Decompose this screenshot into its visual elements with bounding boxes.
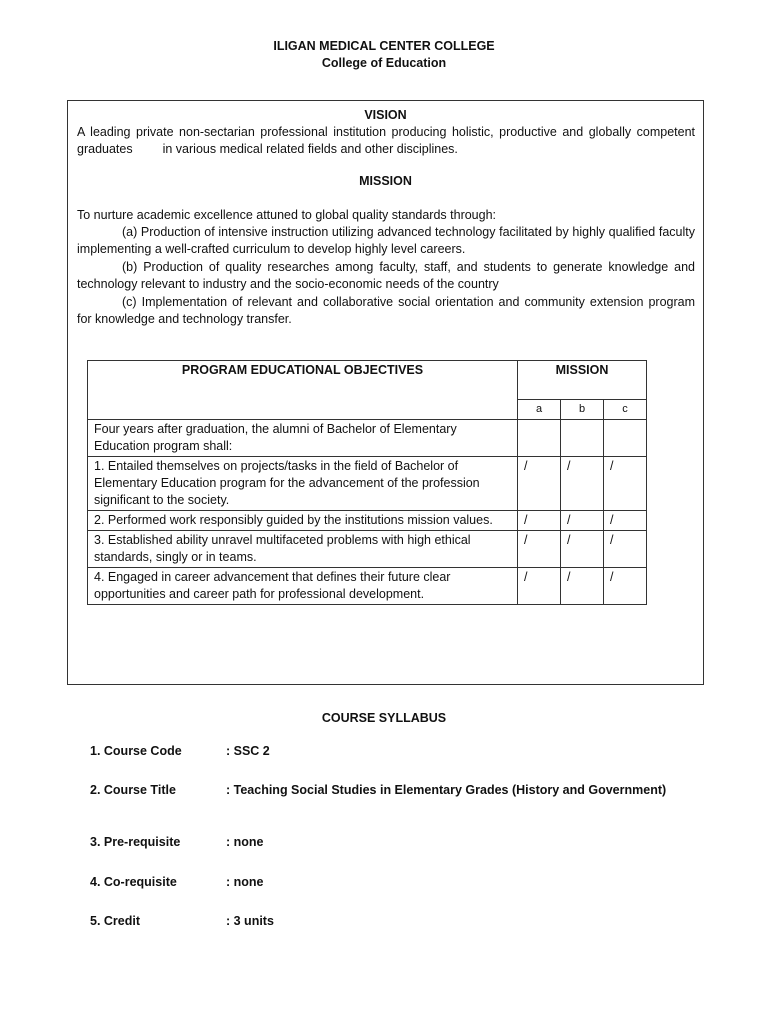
syllabus-title: COURSE SYLLABUS <box>321 711 447 725</box>
course-title-label: 2. Course Title <box>90 783 176 797</box>
table-row <box>88 457 647 511</box>
peo-objective: 2. Performed work responsibly guided by the institutions mission values. <box>88 511 518 531</box>
mission-col-c: c <box>604 400 647 420</box>
mark-b: / <box>561 457 604 511</box>
table-row <box>88 568 647 605</box>
mark-b: / <box>561 531 604 568</box>
table-row <box>88 531 647 568</box>
peo-header-objectives: PROGRAM EDUCATIONAL OBJECTIVES <box>88 361 518 420</box>
vision-text-part2: in various medical related fields and other disciplines. <box>162 142 458 156</box>
peo-objective: 4. Engaged in career advancement that defines their future clear opportunities and career path for professional development. <box>88 568 518 605</box>
peo-objective: 3. Established ability unravel multifaceted problems with high ethical standards, singly or in teams. <box>88 531 518 568</box>
mark-c: / <box>604 531 647 568</box>
peo-table <box>87 360 647 605</box>
mission-item-b: (b) Production of quality researches among faculty, staff, and students to generate knowledge and technology relevant to industry and the socio-economic needs of the country <box>77 260 695 291</box>
mark-a: / <box>518 511 561 531</box>
vision-title: VISION <box>364 108 407 122</box>
credit-value: : 3 units <box>226 914 274 928</box>
mark-c: / <box>604 457 647 511</box>
peo-intro-row <box>88 420 647 457</box>
institution-name: ILIGAN MEDICAL CENTER COLLEGE <box>273 39 495 53</box>
mission-title: MISSION <box>359 174 412 188</box>
mission-col-a: a <box>518 400 561 420</box>
corequisite-value: : none <box>226 875 264 889</box>
prerequisite-label: 3. Pre-requisite <box>90 835 181 849</box>
peo-header-mission: MISSION <box>518 361 647 400</box>
mission-item-c: (c) Implementation of relevant and collaborative social orientation and community extension program for knowledge and technology transfer. <box>77 295 695 326</box>
mark-c: / <box>604 511 647 531</box>
course-code-label: 1. Course Code <box>90 744 182 758</box>
mark-b: / <box>561 511 604 531</box>
corequisite-label: 4. Co-requisite <box>90 875 177 889</box>
peo-objective: 1. Entailed themselves on projects/tasks in the field of Bachelor of Elementary Education program for the advancement of the profession significant to the society. <box>88 457 518 511</box>
mission-intro: To nurture academic excellence attuned to global quality standards through: <box>77 208 497 222</box>
mark-a: / <box>518 531 561 568</box>
peo-intro-text: Four years after graduation, the alumni of Bachelor of Elementary Education program shall: <box>88 420 518 457</box>
prerequisite-value: : none <box>226 835 264 849</box>
course-code-value: : SSC 2 <box>226 744 270 758</box>
mark-a: / <box>518 457 561 511</box>
mission-item-a: (a) Production of intensive instruction utilizing advanced technology facilitated by highly qualified faculty implementing a well-crafted curriculum to develop highly level careers. <box>77 225 695 256</box>
table-row <box>88 511 647 531</box>
mark-a: / <box>518 568 561 605</box>
document-header <box>0 38 768 72</box>
peo-header-row <box>88 361 647 400</box>
college-name: College of Education <box>321 56 447 70</box>
credit-label: 5. Credit <box>90 914 141 928</box>
mission-items <box>77 224 695 329</box>
vision-mission-box <box>67 100 704 685</box>
vision-text <box>77 124 695 158</box>
mark-b: / <box>561 568 604 605</box>
course-title-value: : Teaching Social Studies in Elementary Grades (History and Government) <box>226 783 667 797</box>
mission-col-b: b <box>561 400 604 420</box>
vision-text-part1: A leading private non-sectarian professional institution producing holistic, productive and globally competent graduates <box>77 125 695 156</box>
mark-c: / <box>604 568 647 605</box>
